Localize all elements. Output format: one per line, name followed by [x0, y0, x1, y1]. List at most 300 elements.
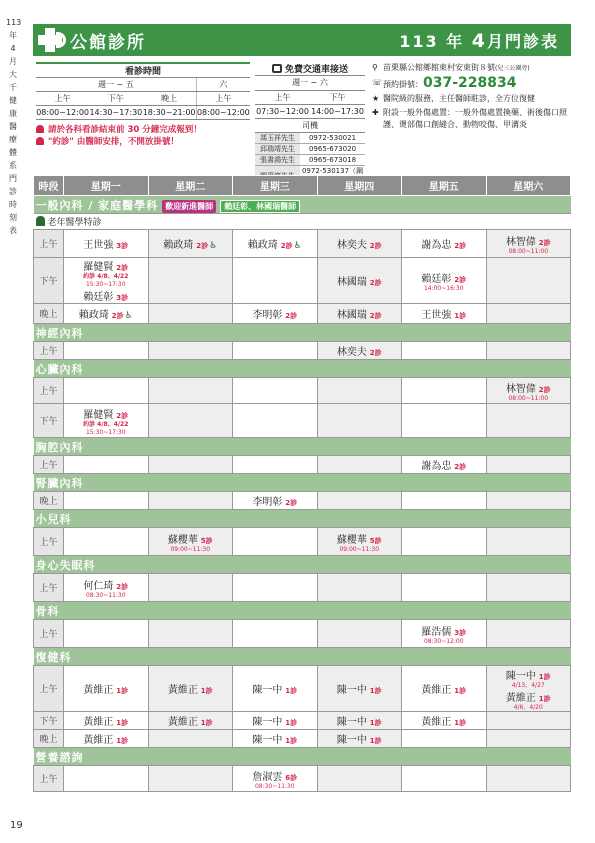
notice-text: "約診" 由醫師安排，不開放掛號！: [48, 137, 179, 147]
subheader: 老年醫學特診: [34, 214, 571, 230]
side-char: 月: [9, 57, 17, 66]
time-slot: 上午: [34, 766, 64, 792]
room-number: 1診: [116, 719, 129, 727]
side-char: 千: [9, 83, 17, 92]
doctor-cell: [317, 528, 402, 556]
service-text: 醫院級的服務，主任醫師駐診，全方位復健: [383, 94, 535, 103]
room-number: 1診: [538, 672, 551, 681]
location-pin-icon: ⚲: [372, 63, 378, 72]
empty-cell: [64, 342, 149, 360]
empty-cell: [233, 378, 318, 404]
page-number: 19: [10, 820, 23, 831]
table-row: [34, 230, 571, 258]
doctor-name: 賴政琦: [163, 240, 194, 251]
side-char: 4: [10, 44, 16, 53]
room-number: 2診: [285, 499, 298, 507]
empty-cell: [148, 304, 233, 324]
column-header: 星期六: [486, 176, 571, 196]
room-number: 1診: [369, 687, 382, 695]
doctor-name: 蘇櫻華: [336, 534, 367, 546]
department-header: 一般內科 / 家庭醫學科 歡迎新進醫師 賴廷彰、林國瑞醫師: [34, 196, 571, 214]
time-note: 15:30~17:30: [85, 428, 126, 436]
doctor-cell: [64, 666, 149, 712]
room-number: 2診: [538, 238, 551, 247]
room-number: 2診: [454, 242, 467, 250]
side-char: 刻: [9, 213, 17, 222]
bell-icon: [36, 137, 44, 145]
doctor-name: 羅健賢: [83, 262, 114, 273]
room-number: 2診: [285, 312, 298, 320]
empty-cell: [317, 378, 402, 404]
time-note: 15:30~17:30: [85, 281, 126, 288]
empty-cell: [317, 620, 402, 648]
notice-list: [36, 124, 250, 148]
clinic-hours: [36, 62, 250, 148]
time-slot: 上午: [34, 456, 64, 474]
table-row: [34, 766, 571, 792]
empty-cell: [64, 528, 149, 556]
department-header: 營養諮詢: [34, 748, 571, 766]
doctor-name: 黃維正: [167, 717, 198, 728]
time-slot: 上午: [34, 230, 64, 258]
room-number: 2診: [116, 411, 129, 420]
empty-cell: [233, 528, 318, 556]
doctor-cell: [148, 230, 233, 258]
time-note: 08:00~11:00: [508, 394, 549, 402]
time-slot: 上午: [34, 666, 64, 712]
room-number: 5診: [369, 536, 382, 545]
department-header: 身心失眠科: [34, 556, 571, 574]
doctor-name: 何仁琦: [83, 580, 114, 592]
time-slot: 晚上: [34, 304, 64, 324]
elder-specialty-icon: ♿: [124, 311, 133, 321]
doctor-name: 林國瑞: [336, 277, 367, 288]
room-number: 1診: [285, 687, 298, 695]
driver-name: 邱瑞靖先生: [255, 143, 300, 154]
room-number: 1診: [454, 719, 467, 727]
slot-time: 08:00~12:00: [196, 106, 250, 120]
table-row: [34, 730, 571, 748]
empty-cell: [317, 574, 402, 602]
room-number: 1診: [369, 719, 382, 727]
table-row: [34, 492, 571, 510]
empty-cell: [64, 456, 149, 474]
clinic-info: [372, 62, 572, 133]
doctor-cell: [317, 258, 402, 304]
doctor-name: 林智偉: [505, 383, 536, 395]
empty-cell: [148, 574, 233, 602]
doctor-name: 賴政琦: [78, 310, 109, 321]
empty-cell: [486, 492, 571, 510]
time-slot: 上午: [34, 342, 64, 360]
doctor-cell: [486, 666, 571, 712]
phone-icon: ☏: [372, 78, 383, 87]
side-char: 年: [9, 31, 17, 40]
empty-cell: [64, 492, 149, 510]
side-char: 113: [6, 18, 22, 27]
new-doctor-names: 賴廷彰、林國瑞醫師: [220, 200, 300, 213]
empty-cell: [486, 712, 571, 730]
time-note: 14:00~16:30: [423, 284, 464, 292]
bus-time: 14:00~17:30: [310, 104, 365, 118]
department-header: 小兒科: [34, 510, 571, 528]
empty-cell: [402, 378, 487, 404]
doctor-name: 陳一中: [252, 685, 283, 696]
room-number: 3診: [116, 294, 129, 302]
bus-icon: [272, 64, 282, 73]
bus-slot: 上午: [255, 90, 310, 104]
driver-phone: 0965-673020: [300, 143, 365, 154]
time-slot: 晚上: [34, 730, 64, 748]
empty-cell: [317, 404, 402, 438]
room-number: 1診: [538, 694, 551, 703]
time-slot: 上午: [34, 528, 64, 556]
column-header: 星期四: [317, 176, 402, 196]
doctor-cell: [402, 304, 487, 324]
side-char: 療: [9, 135, 17, 144]
address: 苗栗縣公館鄉館東村安東街８號: [383, 63, 495, 72]
time-slot: 上午: [34, 378, 64, 404]
empty-cell: [64, 620, 149, 648]
empty-cell: [64, 378, 149, 404]
extra-service-text: 附設一般外傷處置：一般外傷處置換藥、術後傷口照護、燙部傷口創縫合、動物咬傷、甲溝炎: [383, 108, 567, 129]
table-row: [34, 620, 571, 648]
empty-cell: [402, 342, 487, 360]
time-slot: 下午: [34, 258, 64, 304]
empty-cell: [233, 404, 318, 438]
empty-cell: [148, 492, 233, 510]
doctor-name: 黃維正: [167, 685, 198, 696]
empty-cell: [486, 258, 571, 304]
empty-cell: [233, 620, 318, 648]
slot-time: 14:30~17:30: [89, 106, 142, 120]
doctor-cell: [233, 712, 318, 730]
room-number: 2診: [369, 279, 382, 287]
doctor-cell: [317, 666, 402, 712]
side-char: 體: [9, 148, 17, 157]
empty-cell: [486, 730, 571, 748]
doctor-name: 林國瑞: [336, 310, 367, 321]
room-number: 2診: [454, 275, 467, 284]
empty-cell: [317, 492, 402, 510]
appointment-note: 約診 4/8、4/22: [83, 420, 129, 428]
empty-cell: [148, 730, 233, 748]
driver-label: 司機: [255, 118, 365, 132]
table-row: [34, 258, 571, 304]
room-number: 2診: [538, 385, 551, 394]
doctor-name: 蘇櫻華: [167, 534, 198, 546]
table-row: [34, 666, 571, 712]
empty-cell: [402, 574, 487, 602]
side-char: 系: [9, 161, 17, 170]
doctor-cell: [64, 730, 149, 748]
department-header: 骨科: [34, 602, 571, 620]
table-row: [34, 342, 571, 360]
elder-specialty-icon: ♿: [209, 241, 218, 251]
doctor-cell: [402, 666, 487, 712]
room-number: 1診: [200, 687, 213, 695]
clinic-name: 公館診所: [70, 32, 146, 53]
driver-phone: 0972-530137（鋼: [300, 165, 365, 186]
room-number: 1診: [116, 687, 129, 695]
empty-cell: [402, 492, 487, 510]
doctor-name: 李明彰: [252, 497, 283, 508]
side-char: 診: [9, 187, 17, 196]
notice-text: 請於各科看診結束前 30 分鐘完成報到！: [48, 125, 202, 135]
doctor-cell: [402, 620, 487, 648]
doctor-name: 陳一中: [336, 717, 367, 728]
empty-cell: [402, 528, 487, 556]
side-char: 健: [9, 96, 17, 105]
doctor-name: 林智偉: [505, 236, 536, 248]
room-number: 1診: [200, 719, 213, 727]
doctor-cell: [64, 404, 149, 438]
room-number: 2診: [454, 463, 467, 471]
hours-title: 看診時間: [36, 63, 250, 78]
table-row: [34, 712, 571, 730]
empty-cell: [233, 258, 318, 304]
doctor-cell: [317, 230, 402, 258]
time-slot: 晚上: [34, 492, 64, 510]
empty-cell: [148, 620, 233, 648]
doctor-cell: [233, 492, 318, 510]
doctor-cell: [64, 574, 149, 602]
department-header: 神經內科: [34, 324, 571, 342]
empty-cell: [402, 730, 487, 748]
empty-cell: [148, 766, 233, 792]
room-number: 3診: [116, 242, 129, 250]
empty-cell: [64, 766, 149, 792]
side-char: 康: [9, 109, 17, 118]
time-note: 08:30~11:30: [254, 782, 295, 790]
empty-cell: [233, 574, 318, 602]
elder-icon: [36, 216, 45, 226]
driver-phone: 0972-530021: [300, 133, 365, 144]
department-header: 心臟內科: [34, 360, 571, 378]
doctor-cell: [233, 730, 318, 748]
time-note: 4/13、4/27: [511, 681, 545, 689]
doctor-name: 王世強: [83, 240, 114, 251]
slot-label: 晚上: [142, 92, 196, 106]
time-note: 09:00~11:30: [339, 545, 380, 553]
plus-icon: ✚: [372, 108, 379, 117]
doctor-name: 黃維正: [505, 692, 536, 704]
empty-cell: [486, 620, 571, 648]
doctor-cell: [317, 304, 402, 324]
room-number: 1診: [285, 719, 298, 727]
doctor-name: 黃維正: [83, 735, 114, 746]
doctor-name: 林奕夫: [336, 347, 367, 358]
doctor-name: 黃維正: [421, 717, 452, 728]
elder-specialty-icon: ♿: [293, 241, 302, 251]
star-icon: ★: [372, 94, 380, 103]
bus-title: 免費交通車接送: [284, 65, 348, 75]
empty-cell: [486, 456, 571, 474]
doctor-cell: [317, 712, 402, 730]
time-slot: 上午: [34, 620, 64, 648]
time-note: 08:30~12:00: [423, 637, 464, 645]
slot-label: 上午: [36, 92, 89, 106]
bell-icon: [36, 125, 44, 133]
doctor-name: 詹淑雲: [252, 771, 283, 783]
empty-cell: [148, 404, 233, 438]
column-header: 星期一: [64, 176, 149, 196]
time-slot: 上午: [34, 574, 64, 602]
empty-cell: [317, 456, 402, 474]
time-note: 08:30~11:30: [85, 591, 126, 599]
table-row: [34, 456, 571, 474]
room-number: 1診: [285, 737, 298, 745]
schedule-title: 113 年 4月門診表: [399, 29, 559, 52]
room-number: 5診: [200, 536, 213, 545]
hours-saturday: 六: [196, 78, 250, 92]
doctor-name: 羅健賢: [83, 409, 114, 421]
empty-cell: [148, 342, 233, 360]
room-number: 1診: [454, 312, 467, 320]
doctor-name: 李明彰: [252, 310, 283, 321]
doctor-cell: [233, 230, 318, 258]
doctor-name: 陳一中: [505, 670, 536, 682]
table-row: [34, 304, 571, 324]
side-char: 醫: [9, 122, 17, 131]
room-number: 2診: [280, 242, 293, 250]
driver-phone: 0965-673018: [300, 154, 365, 165]
doctor-name: 王世強: [421, 310, 452, 321]
side-char: 門: [9, 174, 17, 183]
bus-time: 07:30~12:00: [255, 104, 310, 118]
empty-cell: [486, 404, 571, 438]
doctor-name: 賴廷彰: [421, 273, 452, 285]
room-number: 2診: [369, 312, 382, 320]
slot-label: 上午: [196, 92, 250, 106]
column-header: 星期二: [148, 176, 233, 196]
doctor-cell: [64, 304, 149, 324]
doctor-cell: [402, 230, 487, 258]
doctor-name: 謝為忠: [421, 240, 452, 251]
empty-cell: [317, 766, 402, 792]
time-note: 09:00~11:30: [170, 545, 211, 553]
schedule-table: [33, 175, 571, 792]
doctor-name: 陳一中: [336, 735, 367, 746]
new-doctor-badge: 歡迎新進醫師: [162, 200, 216, 213]
doctor-cell: [233, 304, 318, 324]
doctor-name: 賴廷彰: [83, 292, 114, 303]
header-bar: [33, 24, 571, 56]
slot-label: 下午: [89, 92, 142, 106]
side-char: 大: [9, 70, 17, 79]
doctor-name: 陳一中: [336, 685, 367, 696]
doctor-cell: [317, 730, 402, 748]
empty-cell: [148, 258, 233, 304]
doctor-cell: [64, 258, 149, 304]
department-header: 腎臟內科: [34, 474, 571, 492]
room-number: 2診: [196, 242, 209, 250]
doctor-cell: [233, 666, 318, 712]
doctor-cell: [64, 712, 149, 730]
bus-slot: 下午: [310, 90, 365, 104]
empty-cell: [402, 404, 487, 438]
room-number: 1診: [454, 687, 467, 695]
phone-number[interactable]: 037-228834: [423, 75, 517, 91]
driver-name: 馮玉祥先生: [255, 133, 300, 144]
room-number: 3診: [454, 628, 467, 637]
doctor-name: 謝為忠: [421, 461, 452, 472]
doctor-cell: [64, 230, 149, 258]
shuttle-bus-info: [255, 62, 365, 187]
side-char: 時: [9, 200, 17, 209]
doctor-cell: [486, 378, 571, 404]
empty-cell: [233, 342, 318, 360]
slot-time: 18:30~21:00: [142, 106, 196, 120]
doctor-name: 黃維正: [421, 685, 452, 696]
doctor-cell: [233, 766, 318, 792]
doctor-name: 黃維正: [83, 717, 114, 728]
doctor-cell: [402, 456, 487, 474]
driver-name: 張書鴻先生: [255, 154, 300, 165]
hours-weekday: 週一 ~ 五: [36, 78, 196, 92]
empty-cell: [486, 574, 571, 602]
empty-cell: [148, 456, 233, 474]
address-note: (兒三公園旁): [495, 65, 530, 72]
room-number: 2診: [116, 582, 129, 591]
room-number: 1診: [116, 737, 129, 745]
empty-cell: [233, 456, 318, 474]
doctor-name: 陳一中: [252, 717, 283, 728]
room-number: 2診: [369, 349, 382, 357]
empty-cell: [402, 766, 487, 792]
empty-cell: [486, 304, 571, 324]
table-row: [34, 378, 571, 404]
room-number: 1診: [369, 737, 382, 745]
time-slot: 下午: [34, 404, 64, 438]
department-header: 復健科: [34, 648, 571, 666]
table-row: [34, 404, 571, 438]
doctor-cell: [148, 528, 233, 556]
time-slot: 下午: [34, 712, 64, 730]
clinic-logo-icon: [36, 26, 64, 54]
doctor-name: 林奕夫: [336, 240, 367, 251]
column-header: 時段: [34, 176, 64, 196]
table-row: [34, 528, 571, 556]
room-number: 2診: [369, 242, 382, 250]
doctor-cell: [148, 666, 233, 712]
side-vertical-label: [6, 16, 20, 237]
doctor-cell: [486, 230, 571, 258]
doctor-cell: [402, 258, 487, 304]
empty-cell: [486, 342, 571, 360]
appointment-note: 約診 4/8、4/22: [83, 273, 129, 280]
column-header: 星期五: [402, 176, 487, 196]
department-header: 胸腔內科: [34, 438, 571, 456]
time-note: 4/6、4/20: [513, 703, 543, 711]
empty-cell: [148, 378, 233, 404]
room-number: 6診: [285, 773, 298, 782]
doctor-name: 黃維正: [83, 685, 114, 696]
column-header: 星期三: [233, 176, 318, 196]
doctor-cell: [148, 712, 233, 730]
doctor-name: 賴政琦: [247, 240, 278, 251]
slot-time: 08:00~12:00: [36, 106, 89, 120]
room-number: 2診: [111, 312, 124, 320]
room-number: 2診: [116, 264, 129, 272]
empty-cell: [486, 766, 571, 792]
doctor-cell: [402, 712, 487, 730]
doctor-name: 陳一中: [252, 735, 283, 746]
side-char: 表: [9, 226, 17, 235]
table-row: [34, 574, 571, 602]
phone-label: 預約掛號：: [383, 80, 423, 89]
empty-cell: [486, 528, 571, 556]
